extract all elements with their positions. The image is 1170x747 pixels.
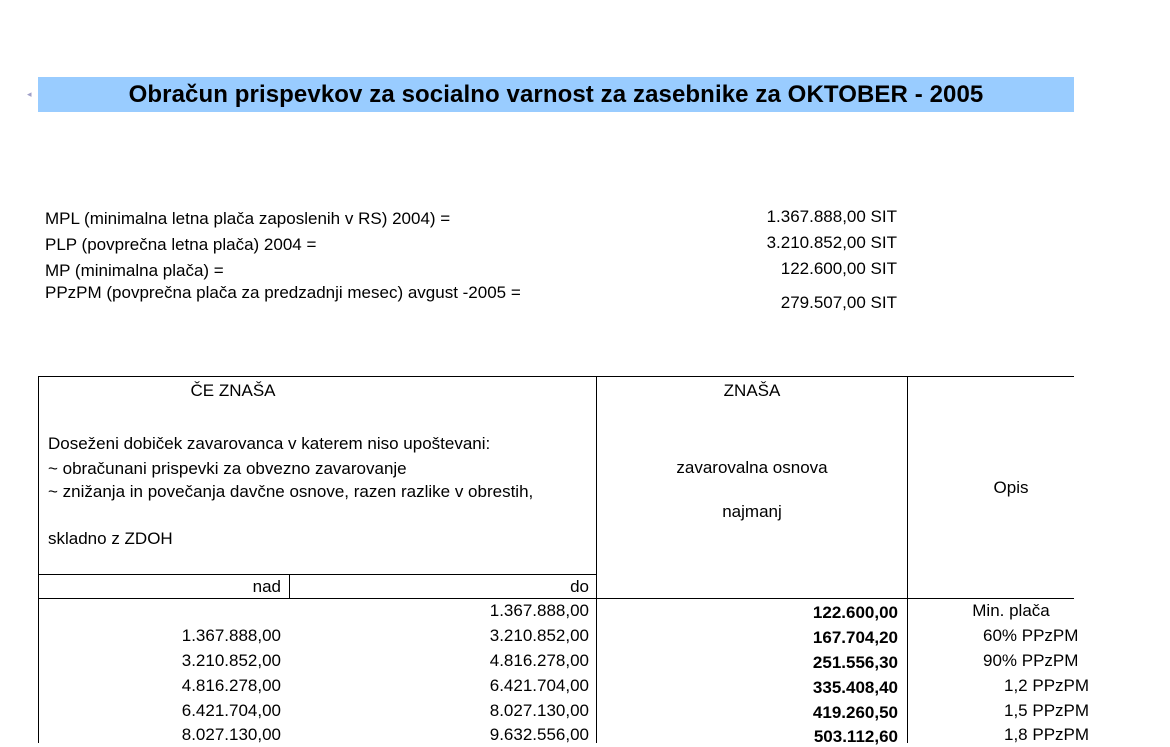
header-opis: Opis [993, 478, 1029, 497]
page-title: Obračun prispevkov za socialno varnost za zasebnike za OKTOBER - 2005 [128, 80, 984, 108]
cell-osnova: 419.260,50 [812, 703, 898, 722]
znasa-line-1: zavarovalna osnova [676, 458, 828, 477]
cell-do: 8.027.130,00 [489, 701, 589, 720]
header-znasa: ZNAŠA [723, 381, 781, 400]
param-label-ppzpm: PPzPM (povprečna plača za predzadnji mesec) avgust -2005 = [45, 283, 521, 302]
cell-opis: Min. plača [972, 601, 1050, 620]
param-value-mpl: 1.367.888,00 SIT [766, 207, 897, 226]
cell-do: 4.816.278,00 [489, 651, 589, 670]
cell-osnova: 167.704,20 [812, 628, 898, 647]
param-label-mpl: MPL (minimalna letna plača zaposlenih v RS) 2004) = [45, 209, 451, 228]
cell-nad: 8.027.130,00 [181, 725, 281, 744]
col-header-do: do [570, 577, 589, 596]
cell-do: 3.210.852,00 [489, 626, 589, 645]
cell-osnova: 251.556,30 [812, 653, 898, 672]
param-value-mp: 122.600,00 SIT [780, 259, 897, 278]
col-header-nad: nad [252, 577, 281, 596]
row-marker-icon: ◂ [27, 89, 32, 99]
param-value-plp: 3.210.852,00 SIT [766, 233, 897, 252]
cell-nad: 6.421.704,00 [181, 701, 281, 720]
param-label-mp: MP (minimalna plača) = [45, 261, 224, 280]
cell-osnova: 122.600,00 [812, 603, 898, 622]
cell-opis: 1,2 PPzPM [1004, 676, 1090, 695]
param-value-ppzpm: 279.507,00 SIT [780, 293, 897, 312]
cell-opis: 1,8 PPzPM [1004, 725, 1090, 744]
desc-line-4: skladno z ZDOH [48, 529, 173, 548]
param-label-plp: PLP (povprečna letna plača) 2004 = [45, 235, 317, 254]
desc-line-1: Doseženi dobiček zavarovanca v katerem niso upoštevani: [48, 434, 491, 453]
desc-line-2: ~ obračunani prispevki za obvezno zavarovanje [48, 459, 407, 478]
znasa-line-2: najmanj [722, 502, 782, 521]
cell-do: 1.367.888,00 [489, 601, 589, 620]
title-bar [38, 77, 1074, 112]
desc-line-3: ~ znižanja in povečanja davčne osnove, razen razlike v obrestih, [48, 482, 534, 501]
cell-do: 9.632.556,00 [489, 725, 589, 744]
cell-nad: 4.816.278,00 [181, 676, 281, 695]
cell-do: 6.421.704,00 [489, 676, 589, 695]
cell-opis: 1,5 PPzPM [1004, 701, 1090, 720]
cell-osnova: 503.112,60 [813, 727, 898, 746]
cell-nad: 1.367.888,00 [181, 626, 281, 645]
cell-nad: 3.210.852,00 [181, 651, 281, 670]
cell-opis: 90% PPzPM [983, 651, 1079, 670]
cell-opis: 60% PPzPM [983, 626, 1079, 645]
cell-osnova: 335.408,40 [812, 678, 898, 697]
header-ce-znasa: ČE ZNAŠA [190, 381, 276, 400]
